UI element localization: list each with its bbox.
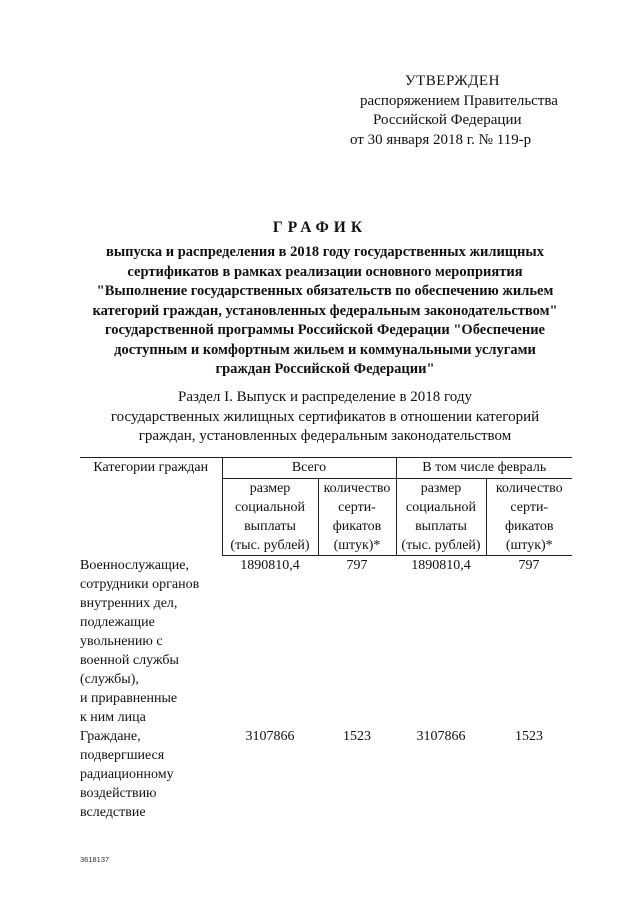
- document-subtitle: [60, 243, 590, 380]
- section-line: граждан, установленных федеральным законодательством: [138, 428, 512, 444]
- total-count-cell: 1523: [343, 728, 371, 744]
- section-line: Раздел I. Выпуск и распределение в 2018 году: [177, 389, 473, 405]
- header-total-count: количество серти- фикатов (штук)*: [318, 479, 396, 556]
- approval-block: [330, 72, 580, 150]
- feb-amount-cell: 3107866: [416, 728, 466, 744]
- subtitle-line: "Выполнение государственных обязательств по обеспечению жильем: [96, 283, 554, 299]
- header-group-total: Всего: [222, 458, 396, 479]
- header-group-february: В том числе февраль: [396, 458, 572, 479]
- feb-count-cell: 1523: [515, 728, 543, 744]
- certificates-table: [80, 457, 572, 822]
- header-feb-amount: размер социальной выплаты (тыс. рублей): [396, 479, 486, 556]
- approval-line: от 30 января 2018 г. № 119-р: [350, 131, 532, 148]
- table-row: [80, 727, 572, 822]
- header-feb-count: количество серти- фикатов (штук)*: [486, 479, 572, 556]
- document-code: 3618137: [80, 855, 110, 864]
- subtitle-line: государственной программы Российской Федерации "Обеспечение: [105, 322, 545, 338]
- header-total-amount: размер социальной выплаты (тыс. рублей): [222, 479, 318, 556]
- approval-line: Российской Федерации: [373, 112, 522, 128]
- header-category: Категории граждан: [80, 458, 222, 556]
- section-line: государственных жилищных сертификатов в отношении категорий: [110, 408, 540, 425]
- total-amount-cell: 1890810,4: [240, 558, 300, 573]
- document-title: ГРАФИК: [272, 219, 368, 236]
- subtitle-line: граждан Российской Федерации": [215, 361, 435, 377]
- category-cell: Военнослужащие, сотрудники органов внутренних дел, подлежащие увольнению с военной службы (службы), и приравненные к ним лица: [80, 557, 200, 725]
- subtitle-line: выпуска и распределения в 2018 году государственных жилищных: [106, 244, 544, 260]
- subtitle-line: категорий граждан, установленных федеральным законодательством": [92, 302, 558, 319]
- subtitle-line: доступным и комфортным жильем и коммунальными услугами: [114, 341, 536, 358]
- section-heading: [60, 388, 590, 447]
- feb-count-cell: 797: [518, 558, 540, 573]
- subtitle-line: сертификатов в рамках реализации основного мероприятия: [127, 263, 523, 280]
- table-row: [80, 556, 572, 727]
- total-count-cell: 797: [346, 558, 368, 573]
- approval-line: распоряжением Правительства: [360, 92, 558, 109]
- approval-title: УТВЕРЖДЕН: [405, 73, 500, 89]
- feb-amount-cell: 1890810,4: [411, 558, 471, 573]
- total-amount-cell: 3107866: [245, 728, 295, 744]
- category-cell: Граждане, подвергшиеся радиационному воздействию вследствие: [80, 728, 174, 820]
